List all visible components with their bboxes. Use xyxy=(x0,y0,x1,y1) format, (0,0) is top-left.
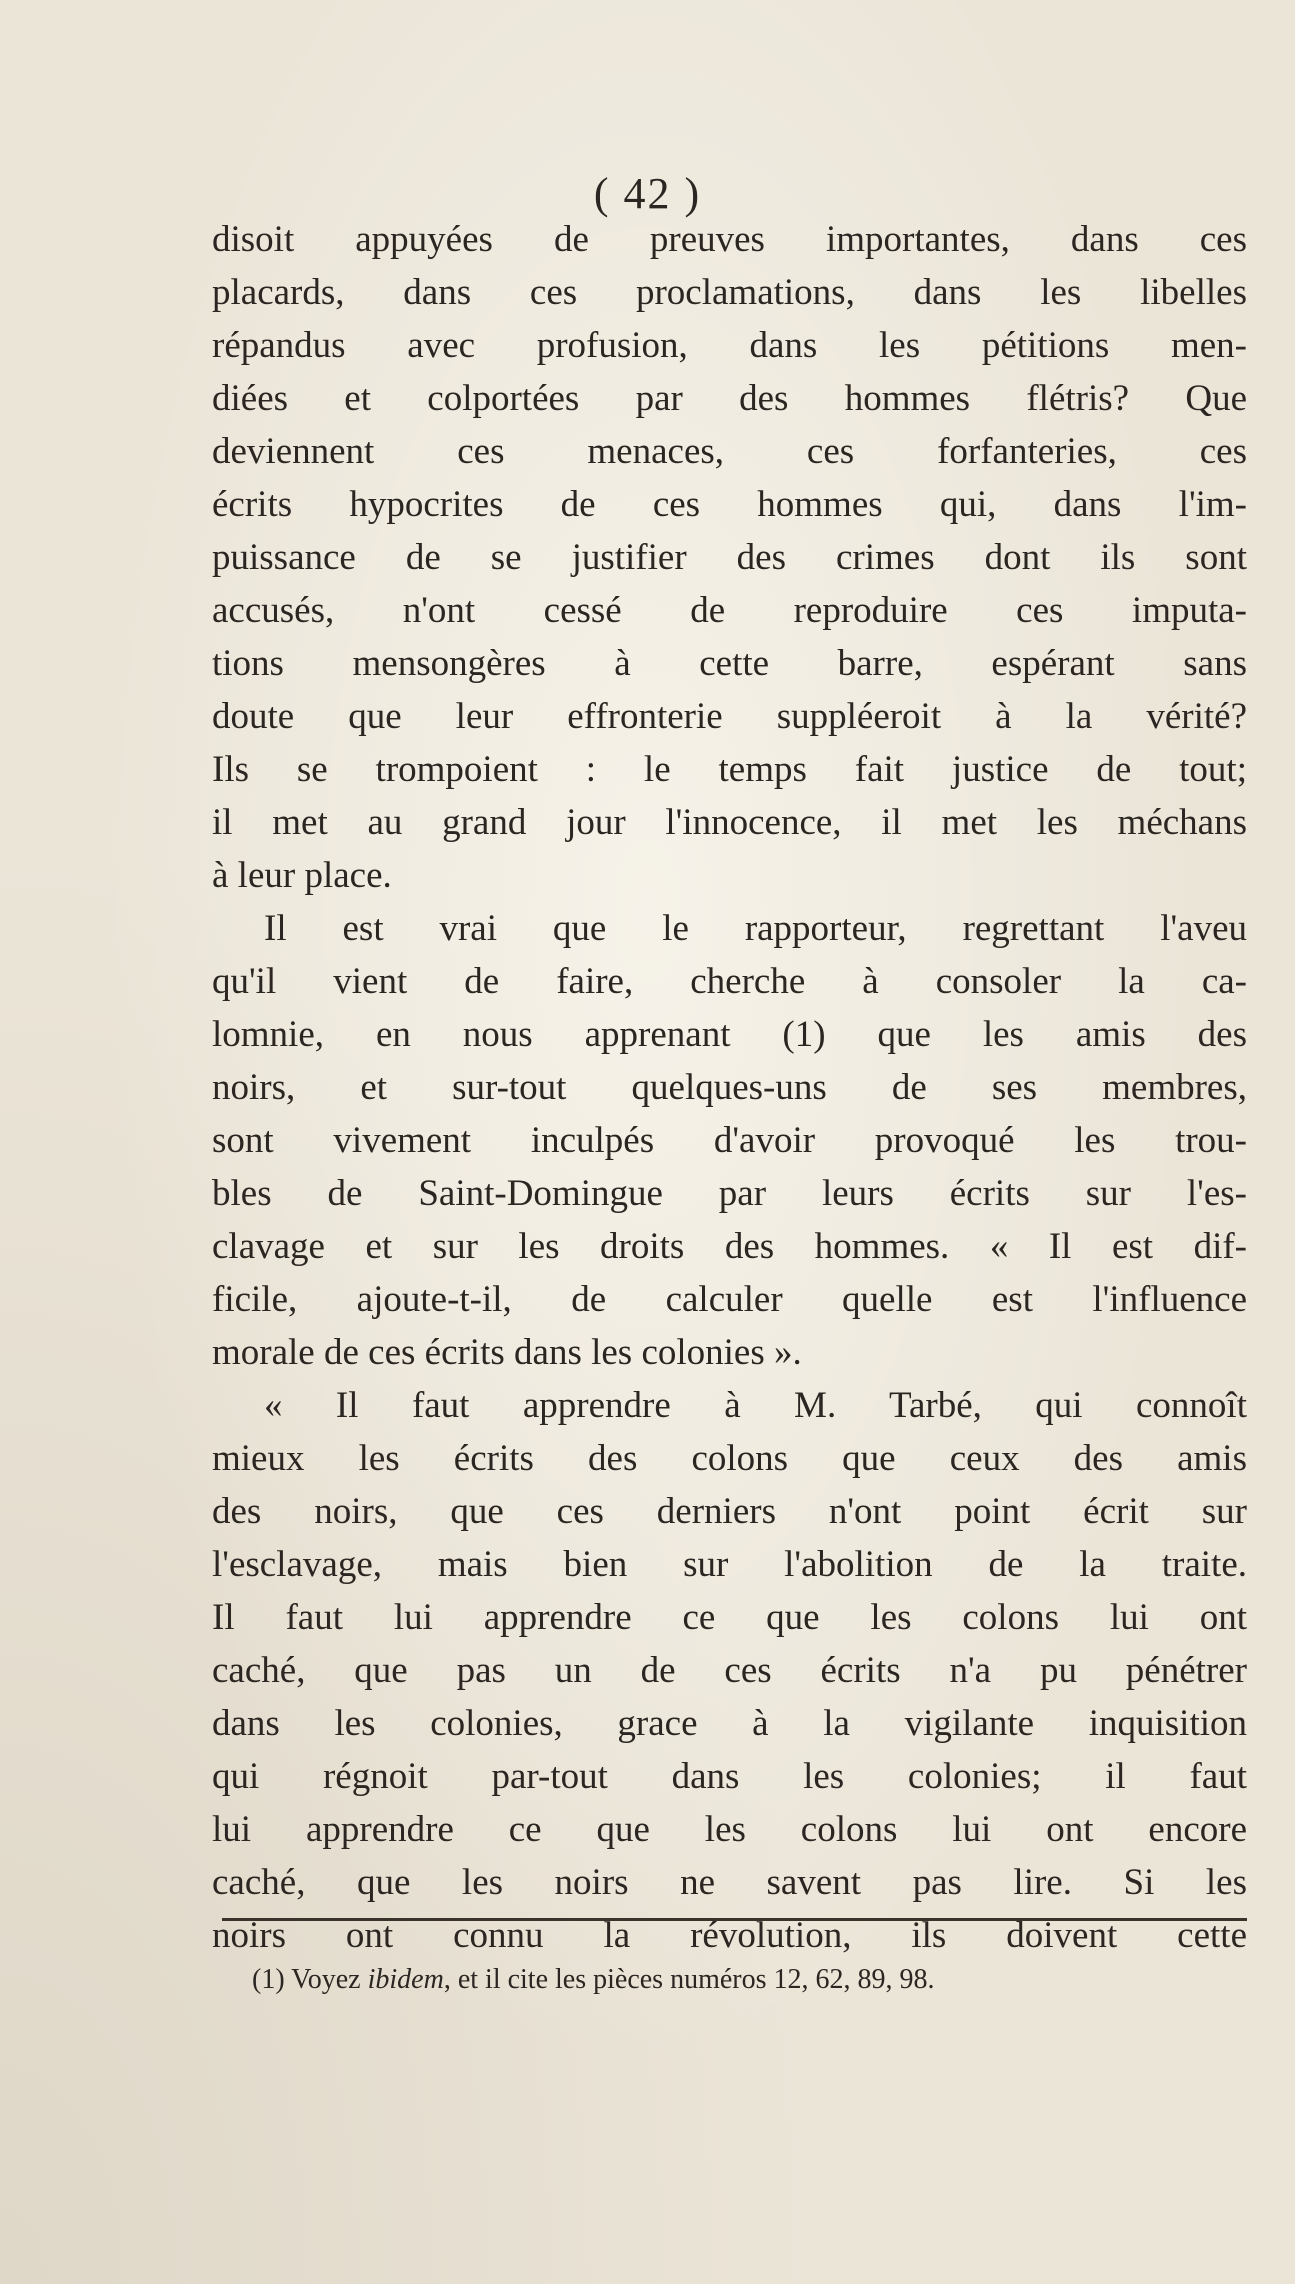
text-line: puissance de se justifier des crimes dont ils sont xyxy=(212,537,1247,578)
text-line: diées et colportées par des hommes flétris? Que xyxy=(212,378,1247,419)
text-line: il met au grand jour l'innocence, il met les méchans xyxy=(212,802,1247,843)
text-line: écrits hypocrites de ces hommes qui, dans l'im- xyxy=(212,484,1247,525)
text-line: dans les colonies, grace à la vigilante inquisition xyxy=(212,1703,1247,1744)
text-line: doute que leur effronterie suppléeroit à la vérité? xyxy=(212,696,1247,737)
text-line: ficile, ajoute-t-il, de calculer quelle est l'influence xyxy=(212,1279,1247,1320)
text-line: Il faut lui apprendre ce que les colons lui ont xyxy=(212,1597,1247,1638)
text-line: caché, que pas un de ces écrits n'a pu pénétrer xyxy=(212,1650,1247,1691)
text-line: disoit appuyées de preuves importantes, dans ces xyxy=(212,219,1247,260)
footnote-suffix: , et il cite les pièces numéros 12, 62, 89, 98. xyxy=(443,1964,935,1995)
text-line: caché, que les noirs ne savent pas lire. Si les xyxy=(212,1862,1247,1903)
text-line: des noirs, que ces derniers n'ont point écrit sur xyxy=(212,1491,1247,1532)
text-line: morale de ces écrits dans les colonies ». xyxy=(212,1332,802,1373)
text-line: noirs ont connu la révolution, ils doivent cette xyxy=(212,1915,1247,1956)
footnote-prefix: (1) Voyez xyxy=(252,1964,368,1995)
text-line: l'esclavage, mais bien sur l'abolition de la traite. xyxy=(212,1544,1247,1585)
text-line: sont vivement inculpés d'avoir provoqué les trou- xyxy=(212,1120,1247,1161)
text-line: Ils se trompoient : le temps fait justice de tout; xyxy=(212,749,1247,790)
text-line: lui apprendre ce que les colons lui ont encore xyxy=(212,1809,1247,1850)
footnote xyxy=(252,1960,1252,2000)
text-line: Il est vrai que le rapporteur, regrettant l'aveu xyxy=(264,908,1247,949)
text-line: lomnie, en nous apprenant (1) que les amis des xyxy=(212,1014,1247,1055)
page-number: ( 42 ) xyxy=(593,169,702,218)
text-line: noirs, et sur-tout quelques-uns de ses membres, xyxy=(212,1067,1247,1108)
text-line: qu'il vient de faire, cherche à consoler la ca- xyxy=(212,961,1247,1002)
text-line: mieux les écrits des colons que ceux des amis xyxy=(212,1438,1247,1479)
text-line: placards, dans ces proclamations, dans les libelles xyxy=(212,272,1247,313)
text-line: « Il faut apprendre à M. Tarbé, qui connoît xyxy=(264,1385,1247,1426)
footnote-italic: ibidem xyxy=(367,1964,444,1995)
text-line: qui régnoit par-tout dans les colonies; il faut xyxy=(212,1756,1247,1797)
text-line: clavage et sur les droits des hommes. « Il est dif- xyxy=(212,1226,1247,1267)
text-line: tions mensongères à cette barre, espérant sans xyxy=(212,643,1247,684)
text-line: deviennent ces menaces, ces forfanteries, ces xyxy=(212,431,1247,472)
body-text xyxy=(212,213,1247,1962)
text-line: répandus avec profusion, dans les pétitions men- xyxy=(212,325,1247,366)
text-line: à leur place. xyxy=(212,855,392,896)
text-line: bles de Saint-Domingue par leurs écrits sur l'es- xyxy=(212,1173,1247,1214)
text-line: accusés, n'ont cessé de reproduire ces imputa- xyxy=(212,590,1247,631)
footnote-divider xyxy=(222,1918,1247,1921)
